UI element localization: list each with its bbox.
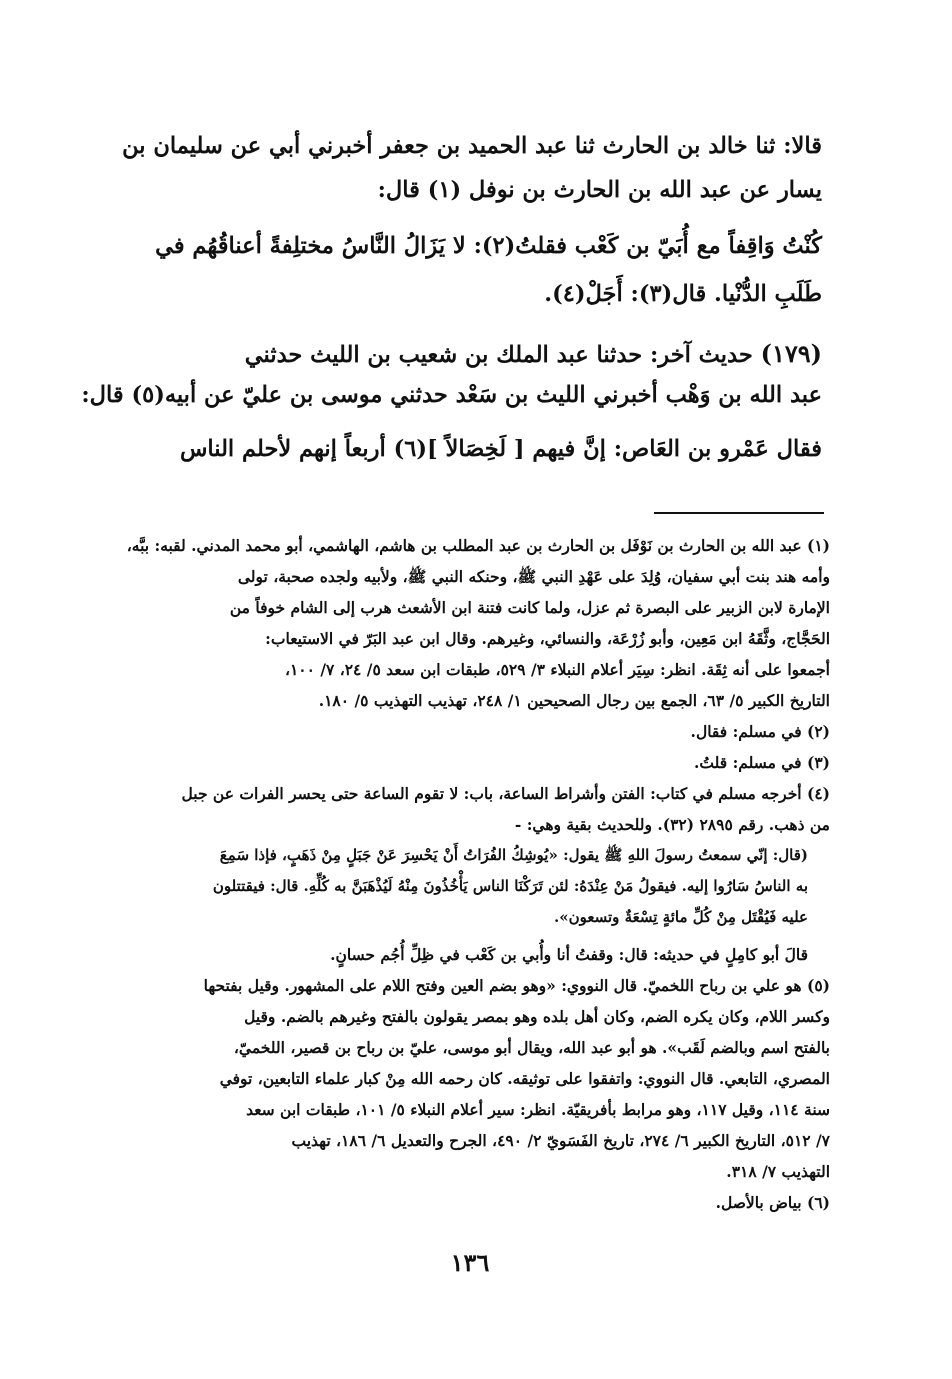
footnote-line: (٤) أخرجه مسلم في كتاب: الفتن وأشراط الساعة، باب: لا تقوم الساعة حتى يحسر الفرات عن جبل	[181, 784, 830, 803]
footnote-line: وأمه هند بنت أبي سفيان، وُلِدَ على عَهْدِ النبي ﷺ، وحنكه النبي ﷺ، ولأبيه ولجده صحبة، تولى	[237, 567, 830, 586]
hadith-label: حديث آخر:	[649, 342, 753, 368]
footnote-sub-line: قالَ أبو كامِلٍ في حديثه: قال: وقفتُ أنا وأُبي بن كَعْب في ظِلِّ أُجُم حسانٍ.	[330, 945, 808, 964]
footnote-line: ٧/ ٥١٢، التاريخ الكبير ٦/ ٢٧٤، تاريخ الفَسَويّ ٢/ ٤٩٠، الجرح والتعديل ٦/ ١٨٦، تهذيب	[291, 1131, 830, 1150]
main-line: فقال عَمْرو بن العَاص: إنَّ فيهم [ لَخِصَالاً ](٦) أربعاً إنهم لأحلم الناس	[179, 436, 822, 462]
footnote-line: التهذيب ٧/ ٣١٨.	[726, 1162, 830, 1181]
hadith-number: (١٧٩)	[760, 339, 822, 368]
footnote-quote-line: به الناسُ سَارُوا إليه. فيقولُ مَنْ عِنْدَهُ: لئن تَرَكْنَا الناس يَأْخُذُونَ مِنْهُ لَيُذْهَبَنَّ به كُلِّهِ. قال: فيقتتلون	[212, 877, 808, 895]
hadith-quote-line: طَلَبِ الدُّنْيا. قال(٣): أَجَلْ(٤).	[544, 281, 822, 307]
footnote-line: (٦) بياض بالأصل.	[715, 1193, 830, 1212]
footnote-line: (١) عبد الله بن الحارث بن نَوْفَل بن الحارث بن عبد المطلب بن هاشم، الهاشمي، أبو محمد المدني. لقبه: ببَّه،	[126, 536, 830, 555]
footnote-line: الإمارة لابن الزبير على البصرة ثم عزل، ولما كانت فتنة ابن الأشعث هرب إلى الشام خوفاً من	[229, 598, 830, 617]
footnote-line: الحَجَّاج، وثَّقَهُ ابن مَعِين، وأبو زُرْعَة، والنسائي، وغيرهم. وقال ابن عبد البَرّ في الاستيعاب:	[265, 629, 830, 648]
footnote-line: أجمعوا على أنه ثِقَة. انظر: سِيَر أعلام النبلاء ٣/ ٥٢٩، طبقات ابن سعد ٥/ ٢٤، ٧/ ١٠٠،	[284, 660, 830, 679]
hadith-heading-line	[128, 334, 822, 374]
footnote-quote-line: (قال: إنّي سمعتُ رسولَ اللهِ ﷺ يقول: «يُوشِكُ الفُرَاتُ أَنْ يَحْسِرَ عَنْ جَبَلٍ مِنْ ذَهَبٍ، فإذا سَمِعَ	[219, 846, 808, 864]
footnote-line: وكسر اللام، وكان يكره الضم، وكان أهل بلده وهو بمصر يقولون بالفتح وغيرهم بالضم. وقيل	[244, 1007, 830, 1026]
footnote-line: التاريخ الكبير ٥/ ٦٣، الجمع بين رجال الصحيحين ١/ ٢٤٨، تهذيب التهذيب ٥/ ١٨٠.	[318, 691, 830, 710]
footnote-line: المصري، التابعي. قال النووي: واتفقوا على توثيقه. كان رحمه الله مِنْ كبار علماء التابعين، توفي	[219, 1069, 830, 1088]
footnote-line: (٣) في مسلم: قلتُ.	[694, 753, 830, 772]
main-text	[81, 124, 822, 474]
main-line: حدثنا عبد الملك بن شعيب بن الليث حدثني	[244, 342, 643, 368]
footnote-line: (٢) في مسلم: فقال.	[690, 722, 830, 741]
main-line: قالا: ثنا خالد بن الحارث ثنا عبد الحميد بن جعفر أخبرني أبي عن سليمان بن	[122, 133, 822, 159]
page-number: ١٣٦	[450, 1248, 490, 1277]
footnote-line: (٥) هو علي بن رباح اللخميّ. قال النووي: «وهو بضم العين وفتح اللام على المشهور. وقيل بفتحها	[203, 976, 830, 995]
footnote-line: من ذهب. رقم ٢٨٩٥ (٣٢). وللحديث بقية وهي: -	[514, 815, 830, 834]
main-line: عبد الله بن وَهْب أخبرني الليث بن سَعْد حدثني موسى بن عليّ عن أبيه(٥) قال:	[81, 382, 822, 408]
hadith-quote-line: كُنْتُ وَاقِفاً مع أُبَيّ بن كَعْب فقلتُ(٢): لا يَزَالُ النَّاسُ مختلِفةً أعناقُهُم في	[155, 233, 822, 259]
main-line: يسار عن عبد الله بن الحارث بن نوفل (١) قال:	[377, 177, 822, 203]
footnote-line: بالفتح اسم وبالضم لَقَب». هو أبو عبد الله، ويقال أبو موسى، عليّ بن رباح بن قصير، اللخميّ،	[233, 1038, 830, 1057]
footnote-separator	[654, 512, 824, 514]
footnotes	[122, 530, 830, 1218]
footnote-line: سنة ١١٤، وقيل ١١٧، وهو مرابط بأفريقيّة. انظر: سير أعلام النبلاء ٥/ ١٠١، طبقات ابن سعد	[246, 1100, 830, 1119]
footnote-quote-line: عليه فَيُقْتَل مِنْ كُلِّ مائةٍ تِسْعَةٌ وتسعون».	[554, 908, 808, 926]
